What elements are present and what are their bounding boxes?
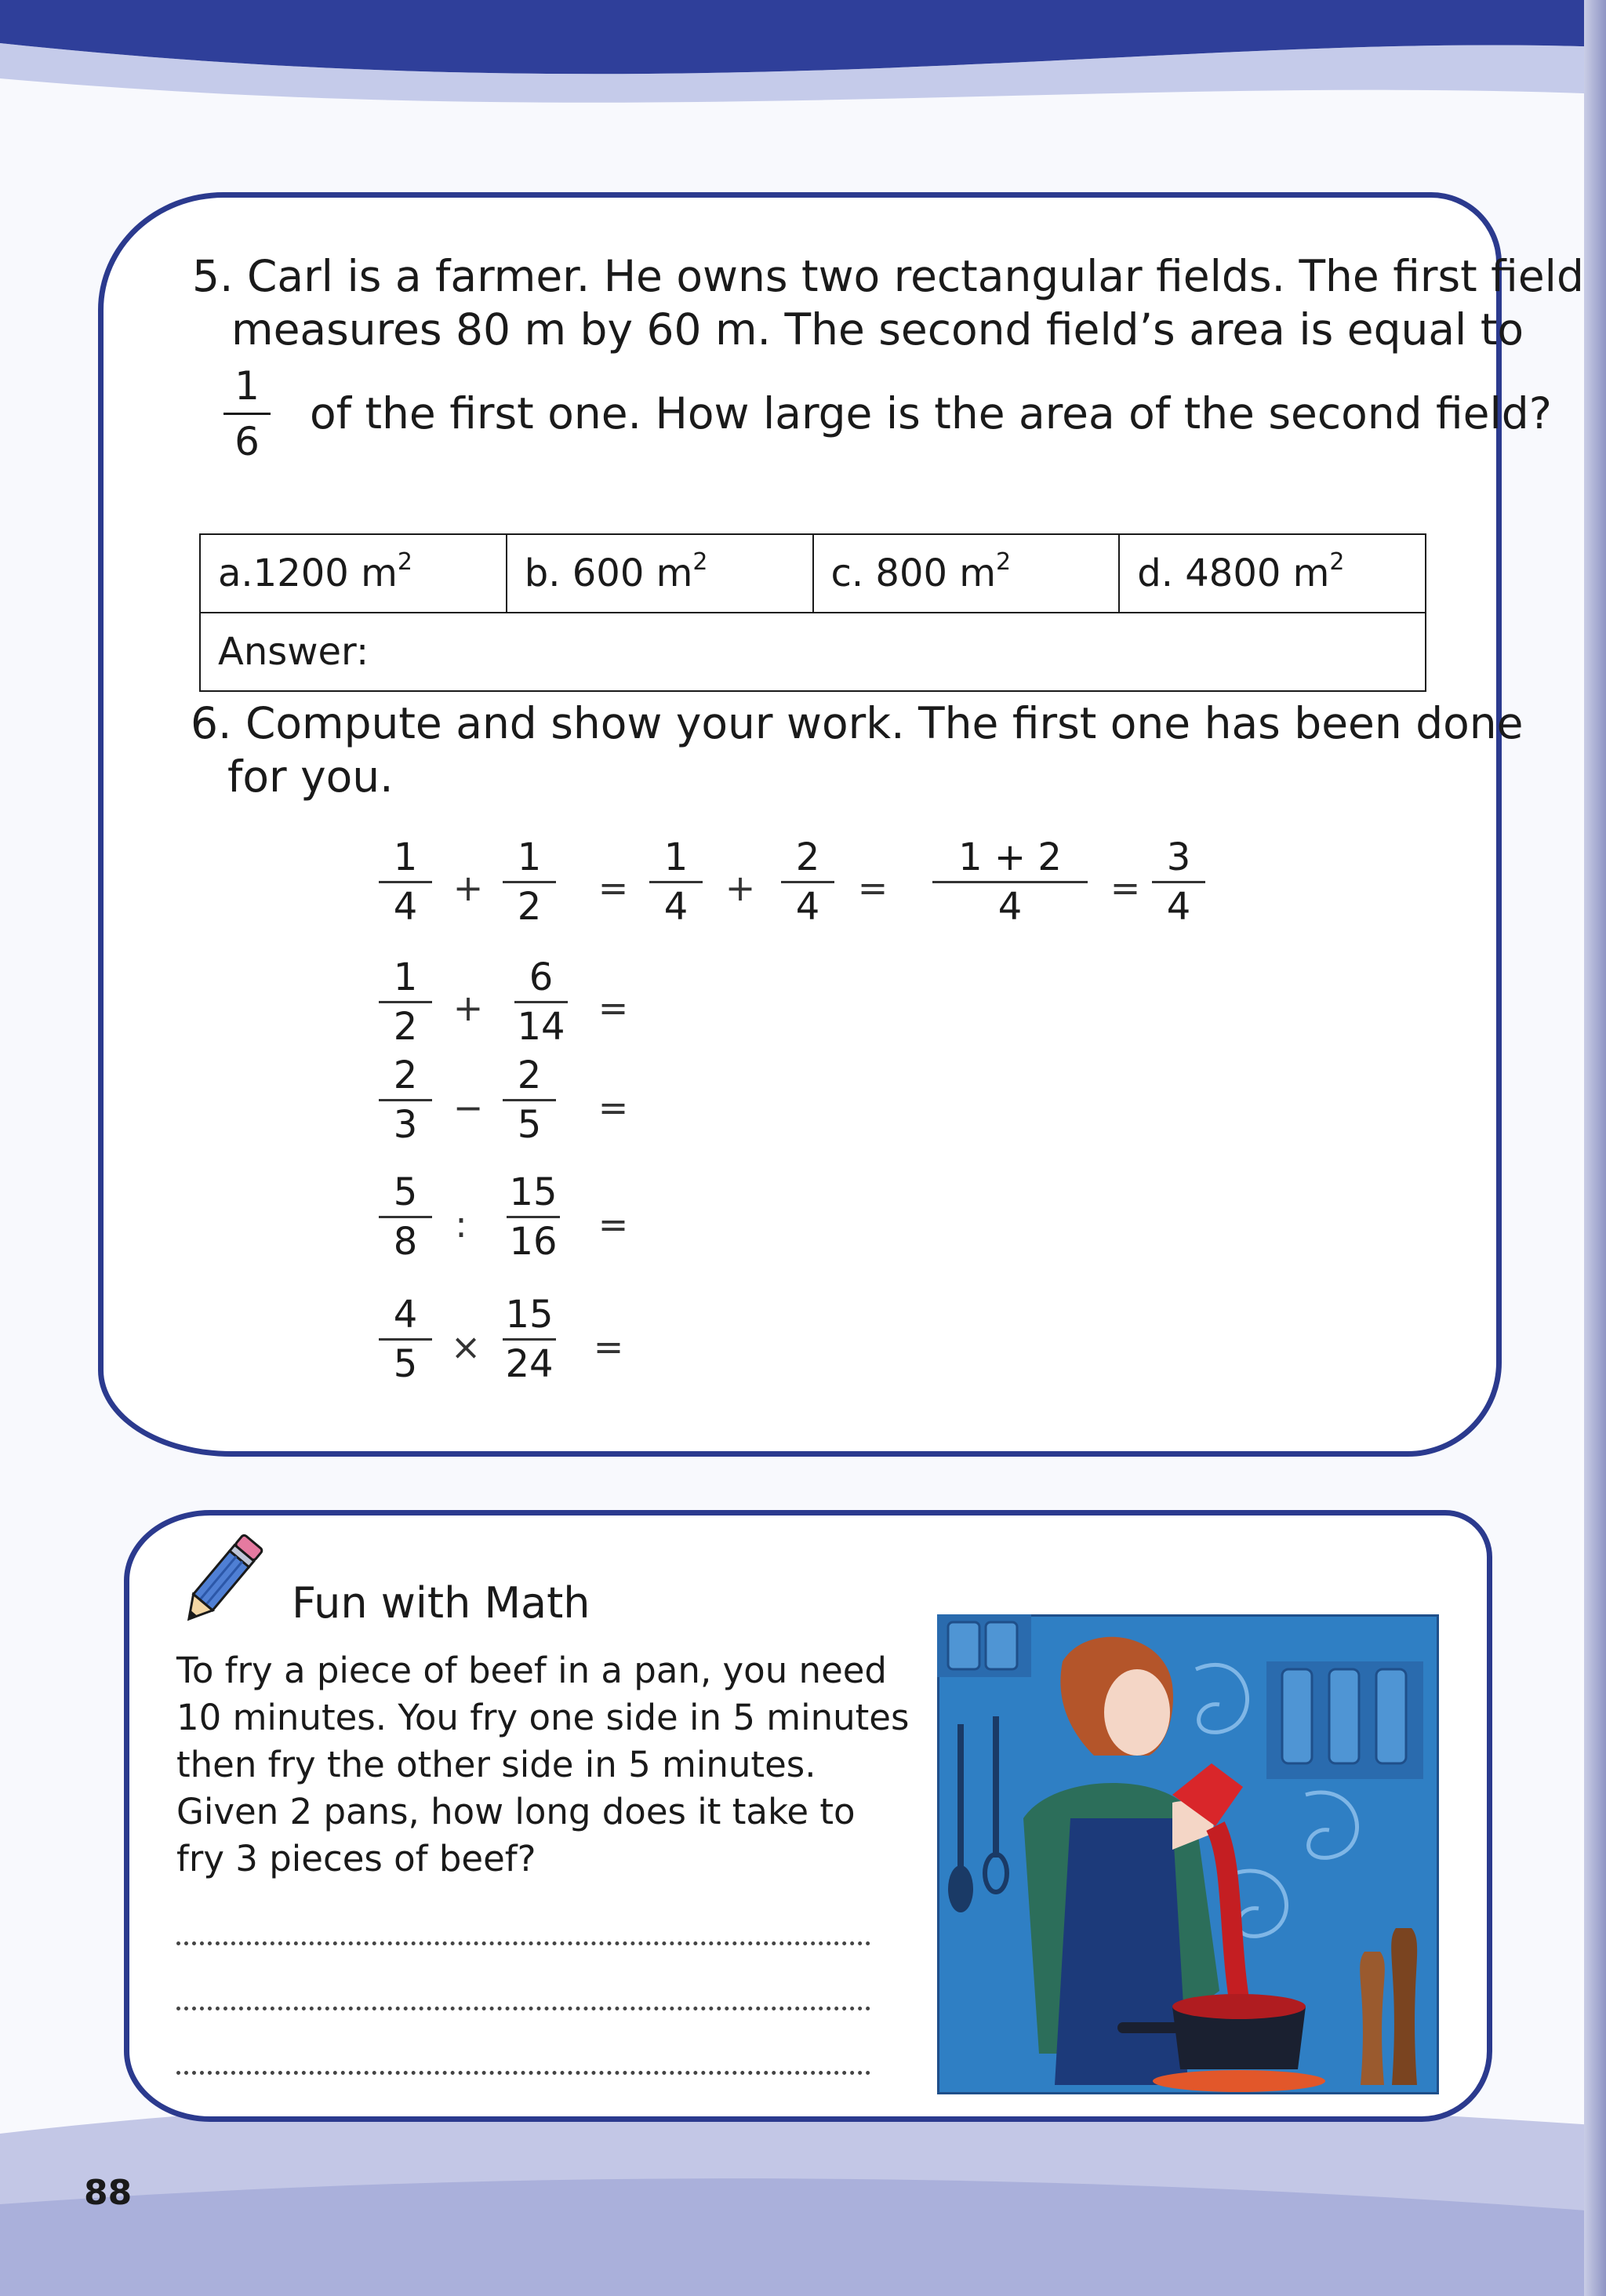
- text-line: then fry the other side in 5 minutes.: [176, 1744, 816, 1785]
- question-5-line-2: measures 80 m by 60 m. The second field’s area is equal to: [231, 304, 1524, 355]
- answer-choices-table: [199, 533, 1426, 692]
- fraction-bar: [223, 413, 271, 415]
- text-line: fry 3 pieces of beef?: [176, 1838, 536, 1879]
- fraction-numerator: 1: [234, 363, 260, 409]
- top-decorative-band: [0, 0, 1606, 118]
- answer-label: Answer:: [218, 630, 369, 674]
- equals-sign: =: [593, 1326, 624, 1368]
- fun-with-math-text: [176, 1647, 910, 1883]
- text-line: To fry a piece of beef in a pan, you need: [176, 1650, 887, 1691]
- question-5-line-1: 5. Carl is a farmer. He owns two rectangular fields. The first field: [192, 251, 1584, 301]
- fraction: 1 + 2 4: [928, 835, 1092, 929]
- fraction: 1 4: [374, 835, 437, 929]
- choice-a[interactable]: a.1200 $m^2$: [200, 534, 507, 613]
- fraction: 2 3: [374, 1053, 437, 1147]
- equals-sign: =: [598, 987, 629, 1029]
- choice-d[interactable]: d. 4800 $m^2$: [1119, 534, 1426, 613]
- page-number: 88: [84, 2173, 133, 2213]
- equals-sign: =: [598, 1203, 629, 1246]
- fraction: 15 16: [502, 1170, 565, 1264]
- fraction: 6 14: [510, 955, 572, 1049]
- answer-line[interactable]: [176, 2007, 870, 2010]
- answer-field[interactable]: [200, 613, 1426, 691]
- operator: +: [452, 867, 484, 909]
- answer-line[interactable]: [176, 2071, 870, 2075]
- fraction: 4 5: [374, 1293, 437, 1386]
- pencil-icon: [174, 1526, 268, 1636]
- question-5-line-3: of the first one. How large is the area of the second field?: [310, 388, 1552, 438]
- exercise-panel: [98, 192, 1502, 1457]
- operator: +: [452, 987, 484, 1029]
- fraction: 1 4: [645, 835, 707, 929]
- fraction: 1 2: [374, 955, 437, 1049]
- operator: −: [452, 1086, 484, 1129]
- choice-c[interactable]: c. 800 $m^2$: [813, 534, 1120, 613]
- fraction-denominator: 6: [234, 419, 260, 464]
- equals-sign: =: [1110, 867, 1141, 909]
- question-6-line-1: 6. Compute and show your work. The first one has been done: [191, 698, 1524, 748]
- choice-b[interactable]: b. 600 $m^2$: [507, 534, 813, 613]
- equals-sign: =: [598, 867, 629, 909]
- fraction: 1 2: [498, 835, 561, 929]
- page-edge-shadow: [1584, 0, 1606, 2296]
- woman-cooking-illustration: [937, 1614, 1439, 2094]
- answer-line[interactable]: [176, 1941, 870, 1945]
- question-6-line-2: for you.: [227, 751, 394, 802]
- fraction: 15 24: [498, 1293, 561, 1386]
- fraction: 5 8: [374, 1170, 437, 1264]
- operator: :: [455, 1203, 467, 1246]
- fraction: 2 4: [776, 835, 839, 929]
- question-5-fraction: [223, 362, 271, 465]
- fun-with-math-title: Fun with Math: [292, 1578, 590, 1628]
- equals-sign: =: [598, 1086, 629, 1129]
- operator: +: [725, 867, 756, 909]
- equals-sign: =: [857, 867, 888, 909]
- text-line: Given 2 pans, how long does it take to: [176, 1791, 856, 1832]
- operator: ×: [450, 1326, 481, 1368]
- fraction: 2 5: [498, 1053, 561, 1147]
- text-line: 10 minutes. You fry one side in 5 minutes: [176, 1697, 910, 1738]
- fraction: 3 4: [1147, 835, 1210, 929]
